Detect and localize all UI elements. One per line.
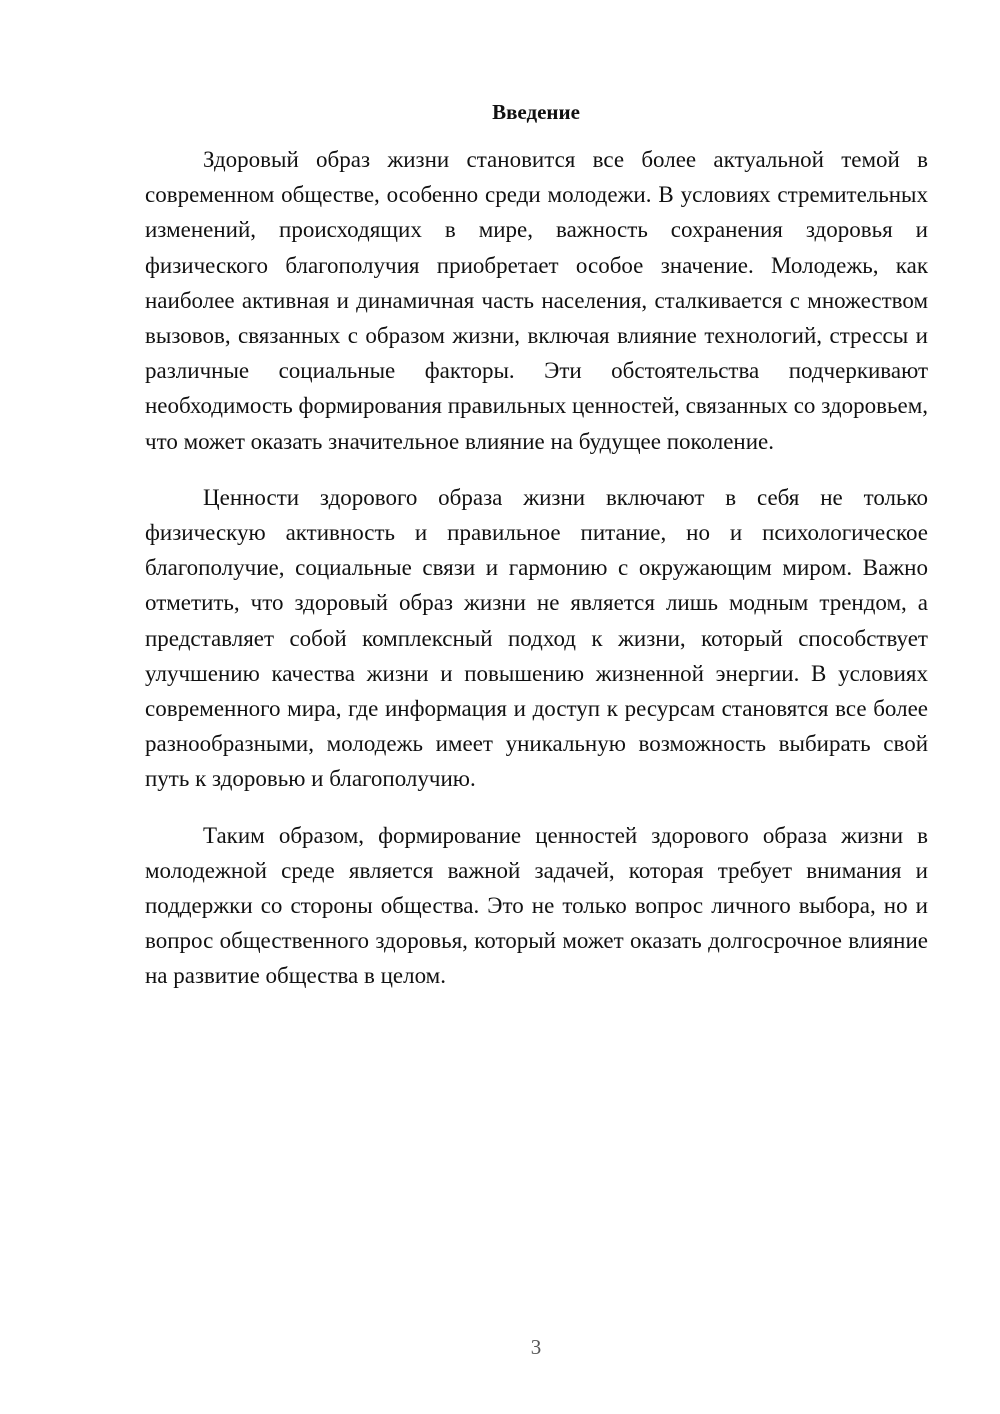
body-text (145, 142, 928, 1015)
paragraph-1: Здоровый образ жизни становится все более актуальной темой в современном обществе, особенно среди молодежи. В условиях стремительных изменений, происходящих в мире, важность сохранения здоровья и физического благополучия приобретает особое значение. Молодежь, как наиболее активная и динамичная часть населения, сталкивается с множеством вызовов, связанных с образом жизни, включая влияние технологий, стрессы и различные социальные факторы. Эти обстоятельства подчеркивают необходимость формирования правильных ценностей, связанных со здоровьем, что может оказать значительное влияние на будущее поколение. (145, 147, 928, 454)
paragraph-2: Ценности здорового образа жизни включают в себя не только физическую активность и правильное питание, но и психологическое благополучие, социальные связи и гармонию с окружающим миром. Важно отметить, что здоровый образ жизни не является лишь модным трендом, а представляет собой комплексный подход к жизни, который способствует улучшению качества жизни и повышению жизненной энергии. В условиях современного мира, где информация и доступ к ресурсам становятся все более разнообразными, молодежь имеет уникальную возможность выбирать свой путь к здоровью и благополучию. (145, 484, 928, 792)
paragraph-3: Таким образом, формирование ценностей здорового образа жизни в молодежной среде является важной задачей, которая требует внимания и поддержки со стороны общества. Это не только вопрос личного выбора, но и вопрос общественного здоровья, который может оказать долгосрочное влияние на развитие общества в целом. (145, 822, 928, 989)
page-number: 3 (530, 1335, 542, 1359)
section-title: Введение (492, 100, 580, 124)
